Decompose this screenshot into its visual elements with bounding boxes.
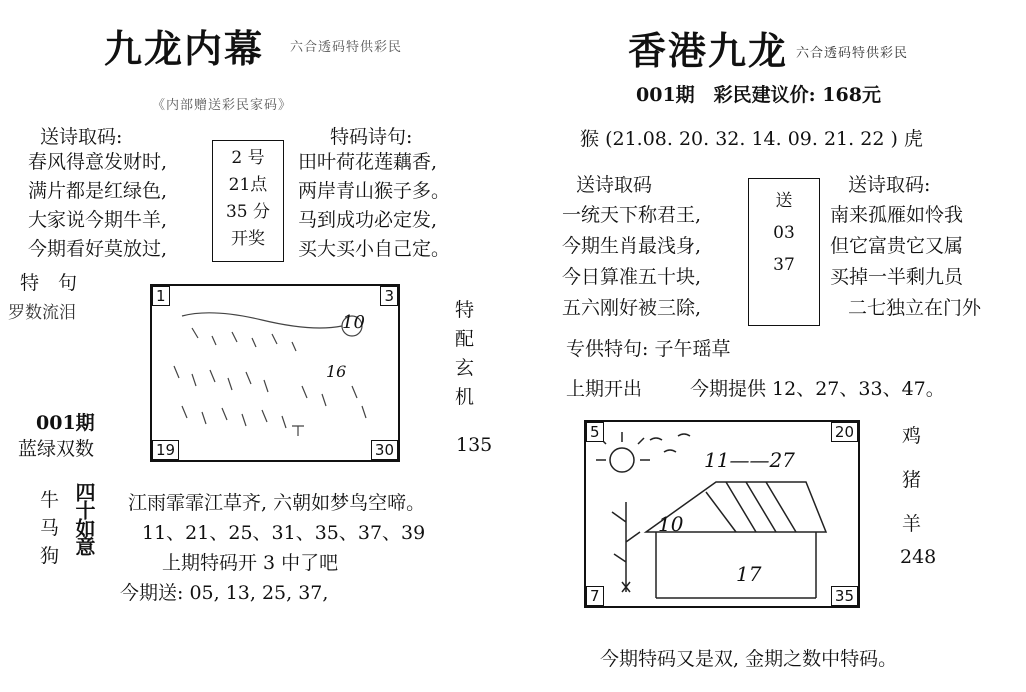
wish-text: 四十如意	[72, 482, 96, 554]
send-box-line: 37	[773, 255, 795, 275]
poem-line: 今期看好莫放过,	[28, 238, 168, 260]
right-title: 香港九龙	[628, 28, 789, 73]
sketch-corner-bl: 19	[152, 440, 179, 460]
animal: 猪	[902, 469, 922, 491]
animal: 马	[40, 517, 60, 539]
animals-column	[40, 486, 59, 570]
special-match-column	[455, 296, 479, 412]
match-number: 135	[456, 434, 493, 456]
special-poem	[298, 148, 450, 264]
animal: 狗	[40, 545, 60, 567]
right-side-number: 248	[900, 546, 937, 568]
poem-line: 但它富贵它又属	[830, 235, 964, 257]
left-issue: 001期	[36, 412, 95, 434]
poem-line: 一统天下称君王,	[562, 204, 702, 226]
poem-line: 今期生肖最浅身,	[562, 235, 702, 257]
monkey-line	[580, 124, 923, 151]
animal: 羊	[902, 513, 922, 535]
sketch-corner-bl: 7	[586, 586, 604, 606]
special-match-char: 配	[455, 328, 475, 350]
left-title: 九龙内幕	[104, 26, 265, 71]
sketch-corner-tr: 3	[380, 286, 398, 306]
monkey-suffix: 虎	[903, 128, 923, 150]
poem-line: 大家说今期牛羊,	[28, 209, 168, 231]
sketch-mark: 17	[736, 562, 762, 586]
left-poem	[28, 148, 167, 264]
last-out: 上期开出	[566, 378, 643, 400]
poem-line: 南来孤雁如怜我	[830, 204, 964, 226]
sketch-corner-tr: 20	[831, 422, 858, 442]
left-sketch	[150, 284, 400, 462]
special-match-char: 玄	[455, 357, 475, 379]
sketch-mark: 10	[658, 512, 684, 536]
monkey-prefix: 猴	[580, 128, 600, 150]
left-title-tag: 六合透码特供彩民	[290, 40, 403, 55]
poem-line: 五六刚好被三除,	[562, 297, 702, 319]
sketch-corner-br: 30	[371, 440, 398, 460]
poem-line: 春风得意发财时,	[28, 151, 168, 173]
draw-time-line: 21点	[228, 175, 268, 195]
send-poem-label: 送诗取码:	[40, 126, 123, 148]
this-issue: 今期送: 05, 13, 25, 37,	[120, 582, 329, 604]
send-box-line: 03	[773, 223, 795, 243]
price-line: 001期 彩民建议价: 168元	[636, 84, 881, 106]
this-provide: 今期提供 12、27、33、47。	[690, 378, 945, 400]
poem-line: 买大买小自己定。	[298, 238, 451, 260]
right-footer: 今期特码又是双, 金期之数中特码。	[600, 648, 898, 670]
draw-time-box	[212, 140, 284, 262]
right-animals-column	[902, 414, 921, 546]
riddle-label: 罗数流泪	[8, 303, 76, 323]
right-sketch	[584, 420, 860, 608]
poem-line: 二七独立在门外	[848, 297, 982, 319]
issue-hint: 蓝绿双数	[18, 438, 95, 460]
left-subtitle: 《内部赠送彩民家码》	[152, 98, 293, 113]
sketch-mark: 10	[342, 312, 365, 333]
special-match-char: 特	[455, 299, 475, 321]
special-poem-label: 特码诗句:	[330, 126, 413, 148]
sketch-corner-br: 35	[831, 586, 858, 606]
send-poem-left: 送诗取码	[576, 174, 653, 196]
right-title-tag: 六合透码特供彩民	[796, 46, 909, 61]
monkey-numbers: (21.08. 20. 32. 14. 09. 21. 22 )	[605, 128, 898, 150]
special-line: 专供特句: 子午瑶草	[566, 338, 731, 360]
sketch-corner-tl: 5	[586, 422, 604, 442]
animal: 牛	[40, 489, 60, 511]
last-issue: 上期特码开 3 中了吧	[162, 552, 339, 574]
right-poem-right	[830, 200, 981, 324]
poem-line: 买掉一半剩九员	[830, 266, 964, 288]
numbers: 11、21、25、31、35、37、39	[142, 522, 426, 544]
send-poem-right: 送诗取码:	[848, 174, 931, 196]
poem-line: 两岸青山猴子多。	[298, 180, 451, 202]
special-match-char: 机	[455, 386, 475, 408]
verse: 江雨霏霏江草齐, 六朝如梦鸟空啼。	[128, 492, 426, 514]
poem-line: 田叶荷花莲藕香,	[298, 151, 438, 173]
sketch-mark: 16	[326, 362, 347, 381]
poem-line: 今日算准五十块,	[562, 266, 702, 288]
draw-time-line: 2 号	[231, 148, 265, 168]
poem-line: 马到成功必定发,	[298, 209, 438, 231]
sketch-mark: 11——27	[704, 448, 795, 472]
poem-line: 满片都是红绿色,	[28, 180, 168, 202]
animal: 鸡	[902, 425, 922, 447]
right-poem-left	[562, 200, 701, 324]
sketch-corner-tl: 1	[152, 286, 170, 306]
send-box	[748, 178, 820, 326]
draw-time-line: 35 分	[225, 202, 271, 222]
draw-time-line: 开奖	[231, 229, 265, 249]
send-box-line: 送	[775, 191, 793, 211]
te-ju-label: 特 句	[20, 272, 78, 294]
